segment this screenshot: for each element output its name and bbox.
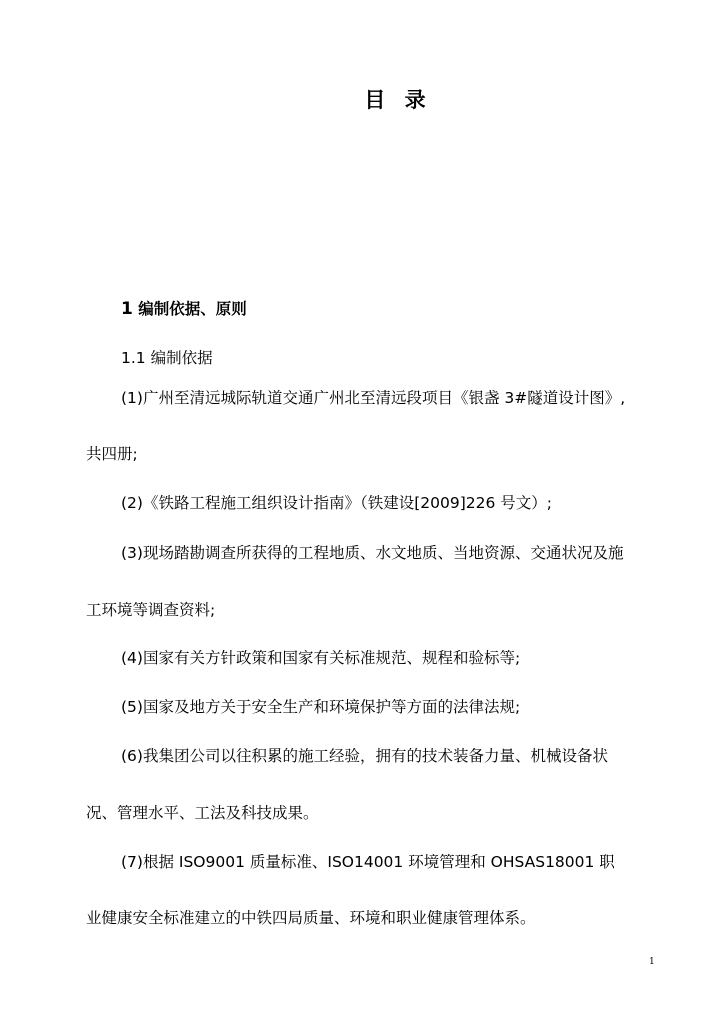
item-7-line-2: 业健康安全标准建立的中铁四局质量、环境和职业健康管理体系。 [86,909,536,927]
item-2-line-1: (2)《铁路工程施工组织设计指南》（铁建设[2009]226 号文）; [121,494,552,512]
item-4-line-1: (4)国家有关方针政策和国家有关标准规范、规程和验标等; [121,649,521,667]
section-number: 1 [121,299,133,319]
item-5-line-1: (5)国家及地方关于安全生产和环境保护等方面的法律法规; [121,698,521,716]
page-number: 1 [649,957,655,967]
page-title: 目 录 [364,88,432,112]
item-1-line-2: 共四册; [86,445,138,463]
item-3-line-1: (3)现场踏勘调查所获得的工程地质、水文地质、当地资源、交通状况及施 [121,544,624,562]
item-7-line-1: (7)根据 ISO9001 质量标准、ISO14001 环境管理和 OHSAS18001 职 [121,853,615,871]
subsection-heading: 1.1 编制依据 [121,349,213,367]
item-1-line-1: (1)广州至清远城际轨道交通广州北至清远段项目《银盏 3#隧道设计图》, [121,389,626,407]
item-3-line-2: 工环境等调查资料; [86,601,216,619]
item-6-line-1: (6)我集团公司以往积累的施工经验，拥有的技术装备力量、机械设备状 [121,747,608,765]
section-title: 编制依据、原则 [132,300,247,318]
item-6-line-2: 况、管理水平、工法及科技成果。 [86,804,319,822]
section-heading [121,299,247,319]
